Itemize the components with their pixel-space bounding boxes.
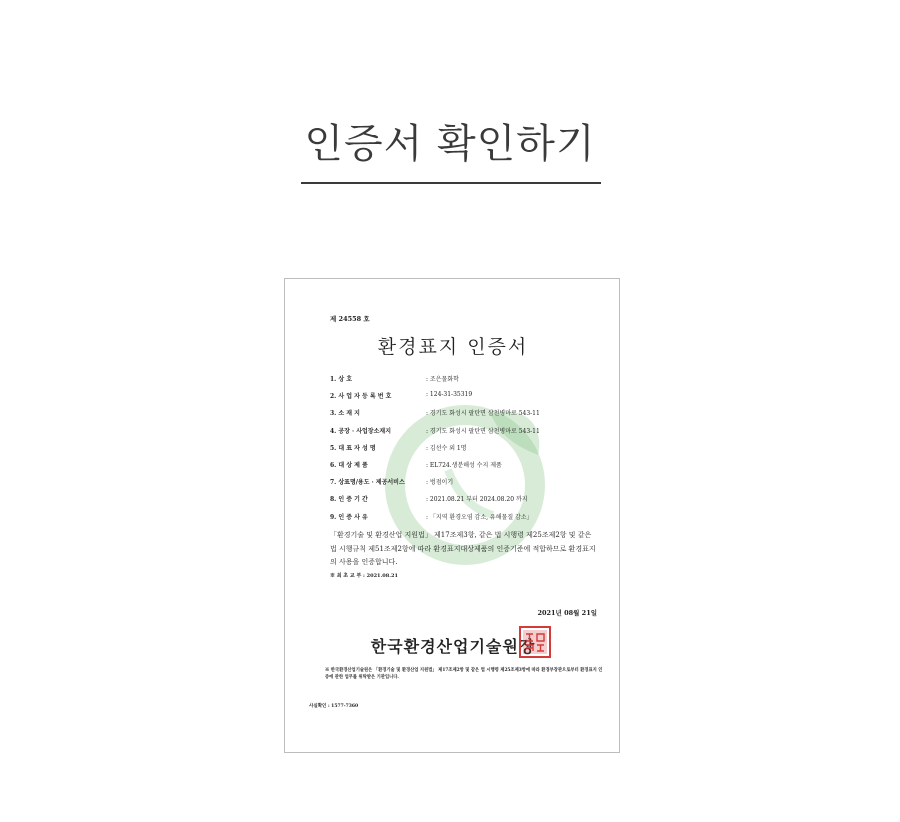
field-label: 4. 공장 · 사업장소재지	[330, 427, 391, 435]
verification-contact: 사실확인 : 1577-7360	[309, 704, 359, 709]
footnote: ※ 한국환경산업기술원은 「환경기술 및 환경산업 지원법」 제17조제2항 및 같은 법 시행령 제25조제3항에 따라 환경부장관으로부터 환경표지 인증에 관한 업무를 위탁받은 기관입니다.	[325, 668, 603, 680]
field-row	[330, 391, 610, 408]
field-value: : 124-31-35319	[426, 391, 473, 399]
field-row	[330, 443, 610, 460]
field-value: : 「지역 환경오염 감소, 유해물질 감소」	[426, 513, 533, 521]
first-issue-date: ※ 최 초 교 부 : 2021.08.21	[330, 573, 398, 579]
issue-date: 2021년 08월 21일	[537, 609, 597, 617]
field-row	[330, 426, 610, 443]
field-row	[330, 374, 610, 391]
field-row	[330, 460, 610, 477]
official-seal-stamp	[518, 625, 552, 659]
certification-statement: 「환경기술 및 환경산업 지원법」 제17조제3항, 같은 법 시행령 제25조제2항 및 같은 법 시행규칙 제51조제2항에 따라 환경표지대상제품의 인증기준에 적합하므로 환경표지의 사용을 인증합니다.	[330, 531, 596, 566]
field-value: : EL724.생분해성 수지 제품	[426, 461, 502, 469]
page-title: 인증서 확인하기	[304, 121, 596, 167]
certificate-fields	[330, 374, 610, 529]
field-value: : 조은물화학	[426, 376, 459, 383]
field-row	[330, 477, 610, 494]
field-label: 8. 인 증 기 간	[330, 496, 368, 504]
field-value: : 김선수 외 1명	[426, 444, 467, 452]
field-label: 6. 대 상 제 품	[330, 461, 368, 469]
title-underline	[301, 182, 601, 184]
field-value: : 경기도 화성시 팔탄면 삼천병마로 543-11	[426, 410, 540, 418]
certificate-number: 제 24558 호	[330, 315, 370, 323]
field-label: 9. 인 증 사 유	[330, 513, 368, 521]
field-value: : 벙점이기	[426, 479, 454, 487]
issuer-name: 한국환경산업기술원장	[370, 637, 536, 656]
field-label: 5. 대 표 자 성 명	[330, 444, 376, 452]
field-label: 3. 소 재 지	[330, 410, 360, 418]
field-label: 1. 상 호	[330, 376, 353, 383]
field-value: : 경기도 화성시 팔탄면 삼천병마로 543-11	[426, 427, 540, 435]
field-label: 2. 사 업 자 등 록 번 호	[330, 393, 392, 401]
field-value: : 2021.08.21 부터 2024.08.20 까지	[426, 496, 528, 504]
certificate-title: 환경표지 인증서	[377, 336, 529, 358]
field-row	[330, 494, 610, 511]
field-label: 7. 상표명/용도 · 제공서비스	[330, 479, 405, 487]
field-row	[330, 408, 610, 425]
certificate-document	[284, 278, 620, 753]
field-row	[330, 512, 610, 529]
